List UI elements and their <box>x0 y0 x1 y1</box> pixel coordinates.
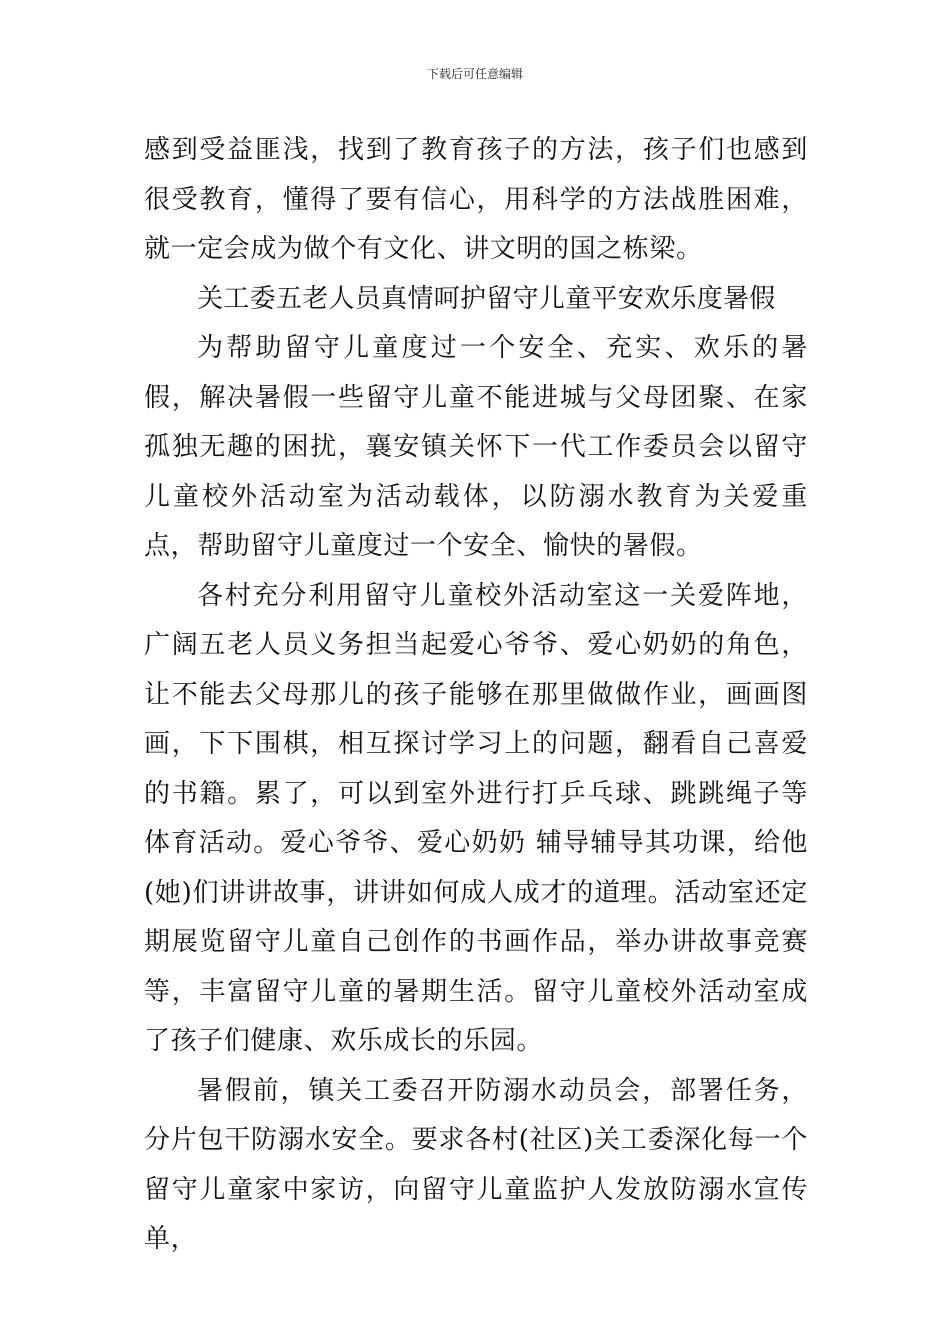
paragraph-intro: 为帮助留守儿童度过一个安全、充实、欢乐的暑假，解决暑假一些留守儿童不能进城与父母团聚、在家孤独无趣的困扰，襄安镇关怀下一代工作委员会以留守儿童校外活动室为活动载体，以防溺水教育为关爱重点，帮助留守儿童度过一个安全、愉快的暑假。 <box>144 333 808 561</box>
paragraph-safety: 暑假前，镇关工委召开防溺水动员会，部署任务，分片包干防溺水安全。要求各村(社区)关工委深化每一个留守儿童家中家访，向留守儿童监护人发放防溺水宣传单， <box>144 1075 808 1254</box>
document-body <box>144 126 808 1265</box>
paragraph-activities: 各村充分利用留守儿童校外活动室这一关爱阵地，广阔五老人员义务担当起爱心爷爷、爱心奶奶的角色，让不能去父母那儿的孩子能够在那里做做作业，画画图画，下下围棋，相互探讨学习上的问题，翻看自己喜爱的书籍。累了，可以到室外进行打乒乓球、跳跳绳子等体育活动。爱心爷爷、爱心奶奶 辅导辅导其功课，给他(她)们讲讲故事，讲讲如何成人成才的道理。活动室还定期展览留守儿童自己创作的书画作品，举办讲故事竞赛等，丰富留守儿童的暑期生活。留守儿童校外活动室成了孩子们健康、欢乐成长的乐园。 <box>144 580 808 1056</box>
paragraph-continuation: 感到受益匪浅，找到了教育孩子的方法，孩子们也感到很受教育，懂得了要有信心，用科学的方法战胜困难，就一定会成为做个有文化、讲文明的国之栋梁。 <box>144 135 808 264</box>
download-note: 下载后可任意编辑 <box>426 67 523 81</box>
article-title: 关工委五老人员真情呵护留守儿童平安欢乐度暑假 <box>197 283 776 314</box>
